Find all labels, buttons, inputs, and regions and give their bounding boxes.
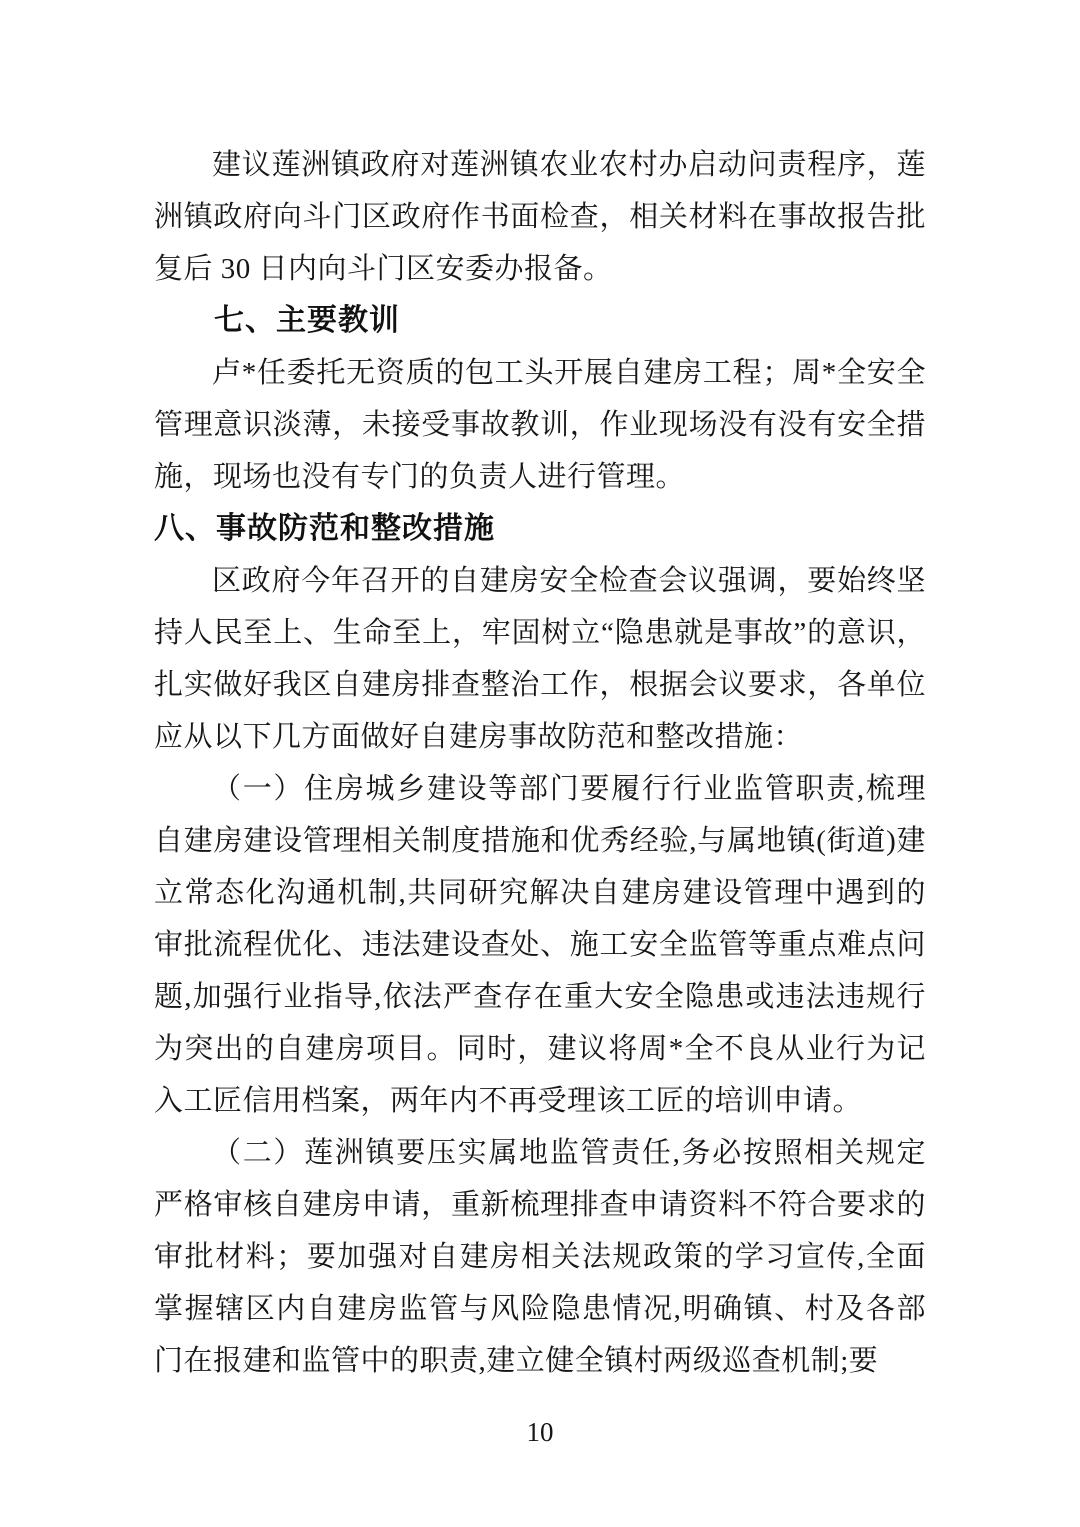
heading-section-eight-prevention-measures: 八、事故防范和整改措施 bbox=[154, 512, 495, 545]
document-body bbox=[154, 139, 926, 1387]
heading-section-seven-main-lessons: 七、主要教训 bbox=[214, 304, 400, 337]
paragraph-measure-one-housing-department: （一）住房城乡建设等部门要履行行业监管职责,梳理自建房建设管理相关制度措施和优秀经验,与属地镇(街道)建立常态化沟通机制,共同研究解决自建房建设管理中遇到的审批流程优化、违法建设查处、施工安全监管等重点难点问题,加强行业指导,依法严查存在重大安全隐患或违法违规行为突出的自建房项目。同时，建议将周*全不良从业行为记入工匠信用档案，两年内不再受理该工匠的培训申请。 bbox=[154, 773, 926, 1117]
paragraph-meeting-requirements: 区政府今年召开的自建房安全检查会议强调，要始终坚持人民至上、生命至上，牢固树立“隐患就是事故”的意识，扎实做好我区自建房排查整治工作，根据会议要求，各单位应从以下几方面做好自建房事故防范和整改措施： bbox=[154, 565, 926, 753]
page-number: 10 bbox=[526, 1417, 554, 1447]
paragraph-accountability-recommendation: 建议莲洲镇政府对莲洲镇农业农村办启动问责程序，莲洲镇政府向斗门区政府作书面检查，相关材料在事故报告批复后 30 日内向斗门区安委办报备。 bbox=[154, 149, 926, 285]
paragraph-main-lessons: 卢*任委托无资质的包工头开展自建房工程；周*全安全管理意识淡薄，未接受事故教训，作业现场没有没有安全措施，现场也没有专门的负责人进行管理。 bbox=[154, 357, 926, 493]
paragraph-measure-two-lianzhou-town: （二）莲洲镇要压实属地监管责任,务必按照相关规定严格审核自建房申请，重新梳理排查申请资料不符合要求的审批材料；要加强对自建房相关法规政策的学习宣传,全面掌握辖区内自建房监管与风险隐患情况,明确镇、村及各部门在报建和监管中的职责,建立健全镇村两级巡查机制;要 bbox=[154, 1137, 926, 1377]
